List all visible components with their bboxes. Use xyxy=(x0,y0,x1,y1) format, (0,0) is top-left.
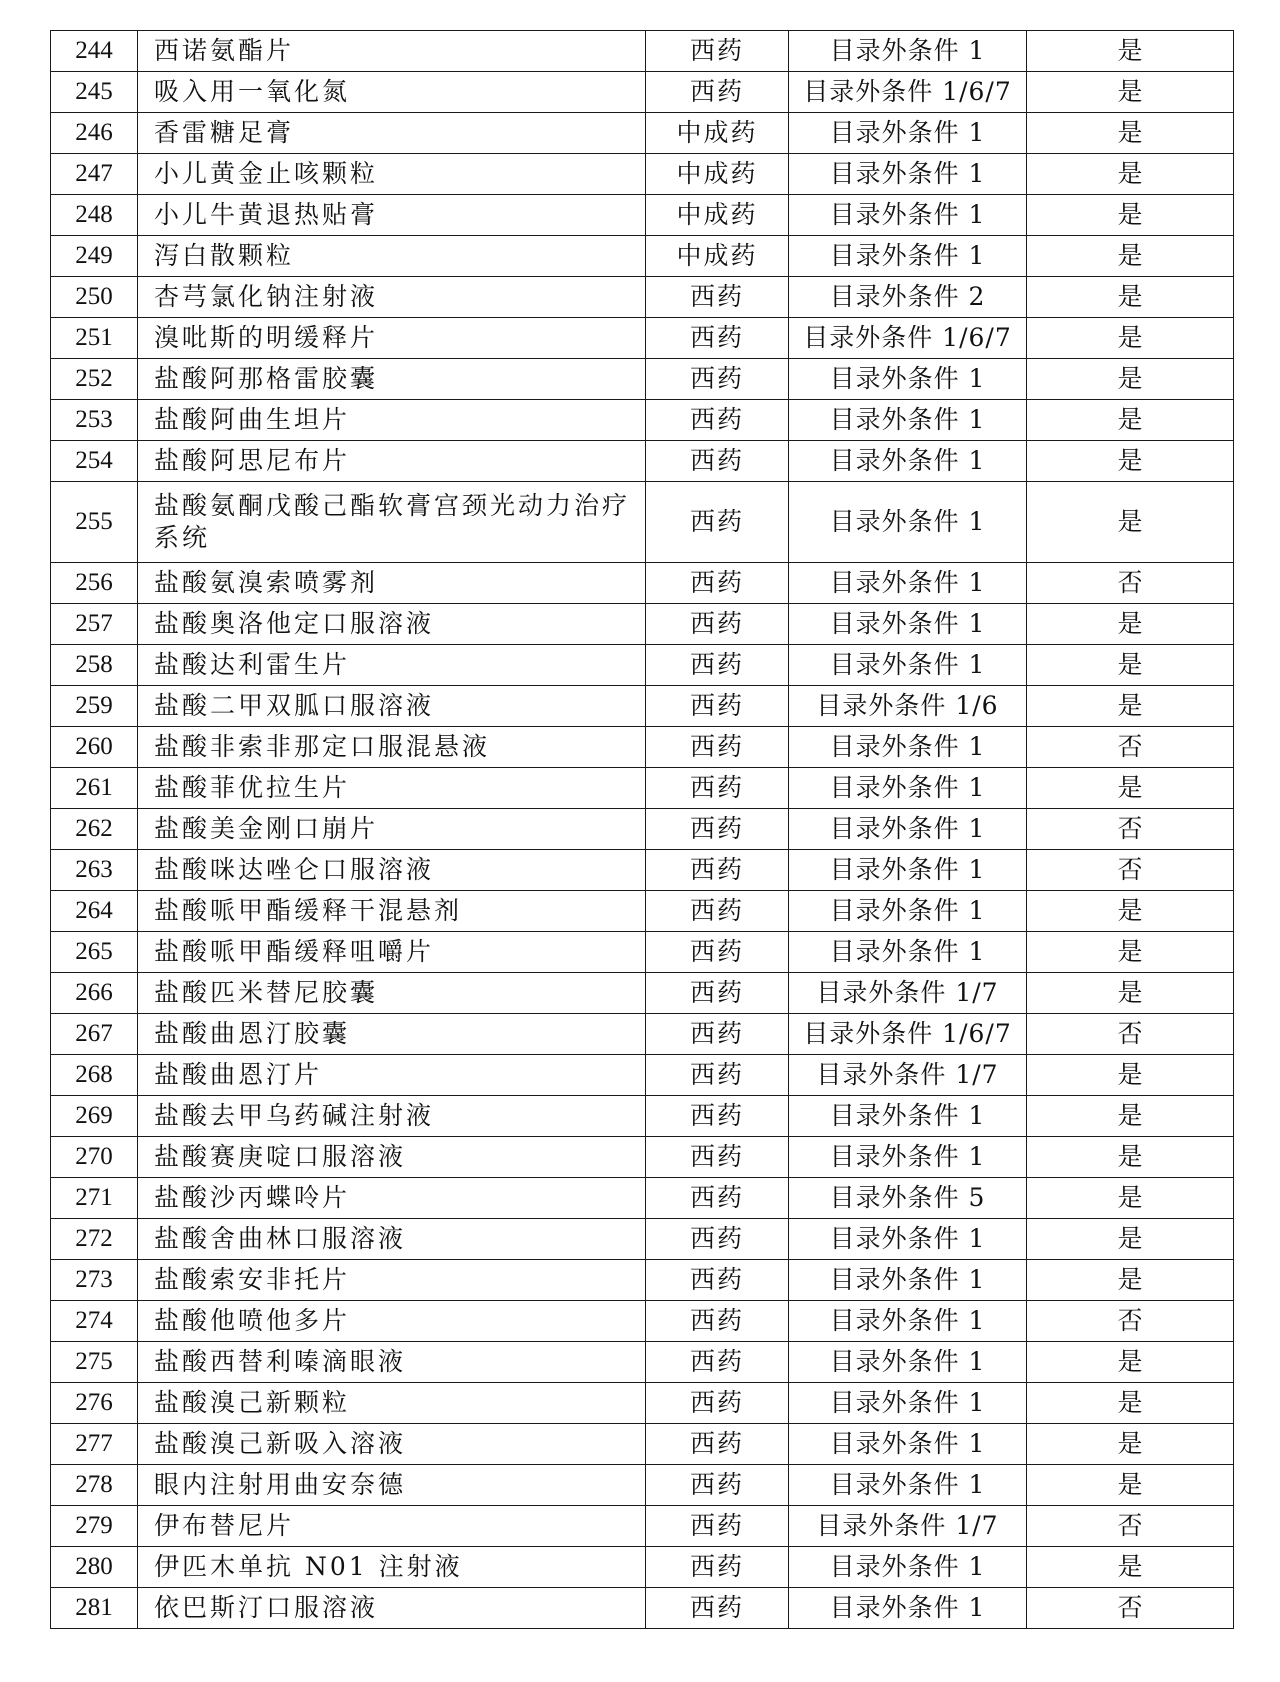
condition-cell: 目录外条件 1 xyxy=(789,482,1027,563)
drug-type-cell: 西药 xyxy=(646,359,789,400)
drug-type-cell: 西药 xyxy=(646,1301,789,1342)
condition-cell: 目录外条件 1 xyxy=(789,768,1027,809)
drug-type-cell: 西药 xyxy=(646,686,789,727)
drug-name-cell: 盐酸溴己新吸入溶液 xyxy=(138,1424,646,1465)
row-number-cell: 254 xyxy=(51,441,138,482)
drug-type-cell: 西药 xyxy=(646,1383,789,1424)
drug-type-cell: 西药 xyxy=(646,563,789,604)
drug-name-cell: 盐酸哌甲酯缓释干混悬剂 xyxy=(138,891,646,932)
table-row xyxy=(51,31,1234,72)
table-row xyxy=(51,1465,1234,1506)
condition-cell: 目录外条件 1/7 xyxy=(789,973,1027,1014)
condition-cell: 目录外条件 1 xyxy=(789,1301,1027,1342)
row-number-cell: 272 xyxy=(51,1219,138,1260)
drug-type-cell: 西药 xyxy=(646,891,789,932)
condition-cell: 目录外条件 2 xyxy=(789,277,1027,318)
row-number-cell: 261 xyxy=(51,768,138,809)
condition-cell: 目录外条件 1 xyxy=(789,1260,1027,1301)
drug-name-cell: 盐酸达利雷生片 xyxy=(138,645,646,686)
flag-cell: 是 xyxy=(1027,277,1234,318)
row-number-cell: 252 xyxy=(51,359,138,400)
drug-name-cell: 盐酸非索非那定口服混悬液 xyxy=(138,727,646,768)
drug-name-cell: 香雷糖足膏 xyxy=(138,113,646,154)
row-number-cell: 276 xyxy=(51,1383,138,1424)
flag-cell: 是 xyxy=(1027,645,1234,686)
flag-cell: 是 xyxy=(1027,1137,1234,1178)
table-row xyxy=(51,195,1234,236)
row-number-cell: 268 xyxy=(51,1055,138,1096)
flag-cell: 是 xyxy=(1027,31,1234,72)
condition-cell: 目录外条件 1 xyxy=(789,1219,1027,1260)
drug-name-cell: 盐酸阿思尼布片 xyxy=(138,441,646,482)
row-number-cell: 266 xyxy=(51,973,138,1014)
drug-name-cell: 盐酸沙丙蝶呤片 xyxy=(138,1178,646,1219)
condition-cell: 目录外条件 1 xyxy=(789,1342,1027,1383)
condition-cell: 目录外条件 1 xyxy=(789,1424,1027,1465)
table-row xyxy=(51,441,1234,482)
condition-cell: 目录外条件 1 xyxy=(789,1588,1027,1629)
flag-cell: 否 xyxy=(1027,1588,1234,1629)
condition-cell: 目录外条件 1 xyxy=(789,441,1027,482)
drug-name-cell: 溴吡斯的明缓释片 xyxy=(138,318,646,359)
table-row xyxy=(51,1424,1234,1465)
table-row xyxy=(51,1219,1234,1260)
drug-type-cell: 中成药 xyxy=(646,236,789,277)
table-row xyxy=(51,604,1234,645)
row-number-cell: 248 xyxy=(51,195,138,236)
row-number-cell: 249 xyxy=(51,236,138,277)
flag-cell: 是 xyxy=(1027,1096,1234,1137)
condition-cell: 目录外条件 1 xyxy=(789,604,1027,645)
flag-cell: 否 xyxy=(1027,850,1234,891)
row-number-cell: 271 xyxy=(51,1178,138,1219)
drug-type-cell: 西药 xyxy=(646,1342,789,1383)
row-number-cell: 245 xyxy=(51,72,138,113)
flag-cell: 是 xyxy=(1027,400,1234,441)
drug-type-cell: 西药 xyxy=(646,400,789,441)
table-row xyxy=(51,236,1234,277)
row-number-cell: 267 xyxy=(51,1014,138,1055)
table-row xyxy=(51,154,1234,195)
drug-type-cell: 西药 xyxy=(646,1547,789,1588)
flag-cell: 是 xyxy=(1027,1055,1234,1096)
condition-cell: 目录外条件 1/7 xyxy=(789,1506,1027,1547)
flag-cell: 是 xyxy=(1027,482,1234,563)
drug-name-cell: 眼内注射用曲安奈德 xyxy=(138,1465,646,1506)
drug-type-cell: 西药 xyxy=(646,482,789,563)
drug-type-cell: 西药 xyxy=(646,932,789,973)
drug-name-cell: 盐酸匹米替尼胶囊 xyxy=(138,973,646,1014)
flag-cell: 是 xyxy=(1027,318,1234,359)
table-row xyxy=(51,891,1234,932)
drug-name-cell: 吸入用一氧化氮 xyxy=(138,72,646,113)
condition-cell: 目录外条件 1/6/7 xyxy=(789,1014,1027,1055)
condition-cell: 目录外条件 1 xyxy=(789,400,1027,441)
table-row xyxy=(51,1506,1234,1547)
row-number-cell: 274 xyxy=(51,1301,138,1342)
flag-cell: 是 xyxy=(1027,1383,1234,1424)
row-number-cell: 265 xyxy=(51,932,138,973)
drug-name-cell: 依巴斯汀口服溶液 xyxy=(138,1588,646,1629)
drug-name-cell: 盐酸去甲乌药碱注射液 xyxy=(138,1096,646,1137)
row-number-cell: 263 xyxy=(51,850,138,891)
drug-name-cell: 小儿黄金止咳颗粒 xyxy=(138,154,646,195)
flag-cell: 是 xyxy=(1027,113,1234,154)
condition-cell: 目录外条件 1 xyxy=(789,1547,1027,1588)
row-number-cell: 278 xyxy=(51,1465,138,1506)
condition-cell: 目录外条件 1/7 xyxy=(789,1055,1027,1096)
condition-cell: 目录外条件 1 xyxy=(789,359,1027,400)
table-row xyxy=(51,932,1234,973)
flag-cell: 是 xyxy=(1027,236,1234,277)
flag-cell: 否 xyxy=(1027,1301,1234,1342)
drug-type-cell: 西药 xyxy=(646,1260,789,1301)
drug-type-cell: 中成药 xyxy=(646,154,789,195)
row-number-cell: 259 xyxy=(51,686,138,727)
row-number-cell: 262 xyxy=(51,809,138,850)
row-number-cell: 260 xyxy=(51,727,138,768)
flag-cell: 是 xyxy=(1027,441,1234,482)
row-number-cell: 258 xyxy=(51,645,138,686)
condition-cell: 目录外条件 1 xyxy=(789,932,1027,973)
drug-name-cell: 盐酸美金刚口崩片 xyxy=(138,809,646,850)
drug-type-cell: 西药 xyxy=(646,31,789,72)
flag-cell: 否 xyxy=(1027,809,1234,850)
row-number-cell: 280 xyxy=(51,1547,138,1588)
drug-name-cell: 小儿牛黄退热贴膏 xyxy=(138,195,646,236)
drug-name-cell: 盐酸赛庚啶口服溶液 xyxy=(138,1137,646,1178)
table-row xyxy=(51,645,1234,686)
drug-type-cell: 西药 xyxy=(646,1096,789,1137)
drug-name-cell: 伊布替尼片 xyxy=(138,1506,646,1547)
drug-name-cell: 盐酸氨酮戊酸己酯软膏宫颈光动力治疗系统 xyxy=(138,482,646,563)
table-row xyxy=(51,973,1234,1014)
flag-cell: 否 xyxy=(1027,1506,1234,1547)
table-row xyxy=(51,1178,1234,1219)
drug-type-cell: 西药 xyxy=(646,1424,789,1465)
condition-cell: 目录外条件 5 xyxy=(789,1178,1027,1219)
drug-name-cell: 盐酸奥洛他定口服溶液 xyxy=(138,604,646,645)
row-number-cell: 273 xyxy=(51,1260,138,1301)
drug-name-cell: 盐酸阿那格雷胶囊 xyxy=(138,359,646,400)
condition-cell: 目录外条件 1 xyxy=(789,1096,1027,1137)
flag-cell: 否 xyxy=(1027,563,1234,604)
flag-cell: 是 xyxy=(1027,891,1234,932)
drug-name-cell: 伊匹木单抗 N01 注射液 xyxy=(138,1547,646,1588)
condition-cell: 目录外条件 1 xyxy=(789,195,1027,236)
drug-type-cell: 中成药 xyxy=(646,113,789,154)
drug-type-cell: 西药 xyxy=(646,1014,789,1055)
condition-cell: 目录外条件 1 xyxy=(789,1383,1027,1424)
drug-name-cell: 盐酸舍曲林口服溶液 xyxy=(138,1219,646,1260)
table-row xyxy=(51,1096,1234,1137)
drug-type-cell: 西药 xyxy=(646,277,789,318)
table-row xyxy=(51,482,1234,563)
condition-cell: 目录外条件 1 xyxy=(789,645,1027,686)
drug-type-cell: 西药 xyxy=(646,973,789,1014)
drug-type-cell: 西药 xyxy=(646,72,789,113)
condition-cell: 目录外条件 1 xyxy=(789,727,1027,768)
drug-name-cell: 盐酸咪达唑仑口服溶液 xyxy=(138,850,646,891)
drug-name-cell: 盐酸哌甲酯缓释咀嚼片 xyxy=(138,932,646,973)
drug-name-cell: 盐酸他喷他多片 xyxy=(138,1301,646,1342)
drug-type-cell: 西药 xyxy=(646,1588,789,1629)
table-row xyxy=(51,850,1234,891)
flag-cell: 是 xyxy=(1027,686,1234,727)
drug-name-cell: 盐酸阿曲生坦片 xyxy=(138,400,646,441)
table-row xyxy=(51,809,1234,850)
drug-type-cell: 中成药 xyxy=(646,195,789,236)
flag-cell: 是 xyxy=(1027,1260,1234,1301)
flag-cell: 否 xyxy=(1027,727,1234,768)
table-row xyxy=(51,686,1234,727)
drug-name-cell: 盐酸氨溴索喷雾剂 xyxy=(138,563,646,604)
drug-type-cell: 西药 xyxy=(646,645,789,686)
condition-cell: 目录外条件 1 xyxy=(789,809,1027,850)
condition-cell: 目录外条件 1 xyxy=(789,236,1027,277)
condition-cell: 目录外条件 1/6/7 xyxy=(789,72,1027,113)
flag-cell: 是 xyxy=(1027,768,1234,809)
drug-type-cell: 西药 xyxy=(646,850,789,891)
drug-type-cell: 西药 xyxy=(646,1137,789,1178)
row-number-cell: 257 xyxy=(51,604,138,645)
row-number-cell: 256 xyxy=(51,563,138,604)
drug-name-cell: 泻白散颗粒 xyxy=(138,236,646,277)
condition-cell: 目录外条件 1 xyxy=(789,31,1027,72)
row-number-cell: 251 xyxy=(51,318,138,359)
drug-name-cell: 盐酸索安非托片 xyxy=(138,1260,646,1301)
flag-cell: 是 xyxy=(1027,1342,1234,1383)
drug-type-cell: 西药 xyxy=(646,1178,789,1219)
table-row xyxy=(51,1014,1234,1055)
row-number-cell: 247 xyxy=(51,154,138,195)
table-row xyxy=(51,1547,1234,1588)
table-row xyxy=(51,1342,1234,1383)
flag-cell: 是 xyxy=(1027,359,1234,400)
table-row xyxy=(51,1137,1234,1178)
table-row xyxy=(51,768,1234,809)
drug-type-cell: 西药 xyxy=(646,318,789,359)
drug-name-cell: 盐酸西替利嗪滴眼液 xyxy=(138,1342,646,1383)
flag-cell: 是 xyxy=(1027,154,1234,195)
condition-cell: 目录外条件 1 xyxy=(789,563,1027,604)
flag-cell: 否 xyxy=(1027,1014,1234,1055)
table-body xyxy=(51,31,1234,1629)
flag-cell: 是 xyxy=(1027,1547,1234,1588)
drug-type-cell: 西药 xyxy=(646,1055,789,1096)
drug-name-cell: 盐酸溴己新颗粒 xyxy=(138,1383,646,1424)
row-number-cell: 253 xyxy=(51,400,138,441)
row-number-cell: 269 xyxy=(51,1096,138,1137)
row-number-cell: 250 xyxy=(51,277,138,318)
row-number-cell: 246 xyxy=(51,113,138,154)
table-row xyxy=(51,1588,1234,1629)
flag-cell: 是 xyxy=(1027,1219,1234,1260)
table-row xyxy=(51,359,1234,400)
condition-cell: 目录外条件 1 xyxy=(789,850,1027,891)
table-row xyxy=(51,113,1234,154)
drug-type-cell: 西药 xyxy=(646,1465,789,1506)
drug-type-cell: 西药 xyxy=(646,1506,789,1547)
flag-cell: 是 xyxy=(1027,1178,1234,1219)
condition-cell: 目录外条件 1 xyxy=(789,1137,1027,1178)
drug-type-cell: 西药 xyxy=(646,727,789,768)
drug-type-cell: 西药 xyxy=(646,768,789,809)
flag-cell: 是 xyxy=(1027,973,1234,1014)
flag-cell: 是 xyxy=(1027,1424,1234,1465)
drug-name-cell: 盐酸曲恩汀片 xyxy=(138,1055,646,1096)
row-number-cell: 264 xyxy=(51,891,138,932)
table-row xyxy=(51,1055,1234,1096)
table-row xyxy=(51,1383,1234,1424)
table-row xyxy=(51,400,1234,441)
table-row xyxy=(51,1301,1234,1342)
row-number-cell: 255 xyxy=(51,482,138,563)
row-number-cell: 279 xyxy=(51,1506,138,1547)
condition-cell: 目录外条件 1 xyxy=(789,891,1027,932)
row-number-cell: 244 xyxy=(51,31,138,72)
drug-name-cell: 盐酸菲优拉生片 xyxy=(138,768,646,809)
flag-cell: 是 xyxy=(1027,1465,1234,1506)
table-row xyxy=(51,563,1234,604)
table-row xyxy=(51,727,1234,768)
condition-cell: 目录外条件 1 xyxy=(789,113,1027,154)
flag-cell: 是 xyxy=(1027,604,1234,645)
table-row xyxy=(51,318,1234,359)
condition-cell: 目录外条件 1/6 xyxy=(789,686,1027,727)
drug-list-table xyxy=(50,30,1234,1629)
row-number-cell: 270 xyxy=(51,1137,138,1178)
drug-type-cell: 西药 xyxy=(646,441,789,482)
drug-type-cell: 西药 xyxy=(646,1219,789,1260)
table-row xyxy=(51,1260,1234,1301)
flag-cell: 是 xyxy=(1027,195,1234,236)
table-row xyxy=(51,72,1234,113)
flag-cell: 是 xyxy=(1027,72,1234,113)
condition-cell: 目录外条件 1 xyxy=(789,154,1027,195)
drug-name-cell: 盐酸二甲双胍口服溶液 xyxy=(138,686,646,727)
drug-name-cell: 盐酸曲恩汀胶囊 xyxy=(138,1014,646,1055)
drug-type-cell: 西药 xyxy=(646,809,789,850)
row-number-cell: 281 xyxy=(51,1588,138,1629)
row-number-cell: 277 xyxy=(51,1424,138,1465)
drug-name-cell: 杏芎氯化钠注射液 xyxy=(138,277,646,318)
drug-type-cell: 西药 xyxy=(646,604,789,645)
row-number-cell: 275 xyxy=(51,1342,138,1383)
table-row xyxy=(51,277,1234,318)
condition-cell: 目录外条件 1/6/7 xyxy=(789,318,1027,359)
drug-name-cell: 西诺氨酯片 xyxy=(138,31,646,72)
flag-cell: 是 xyxy=(1027,932,1234,973)
condition-cell: 目录外条件 1 xyxy=(789,1465,1027,1506)
